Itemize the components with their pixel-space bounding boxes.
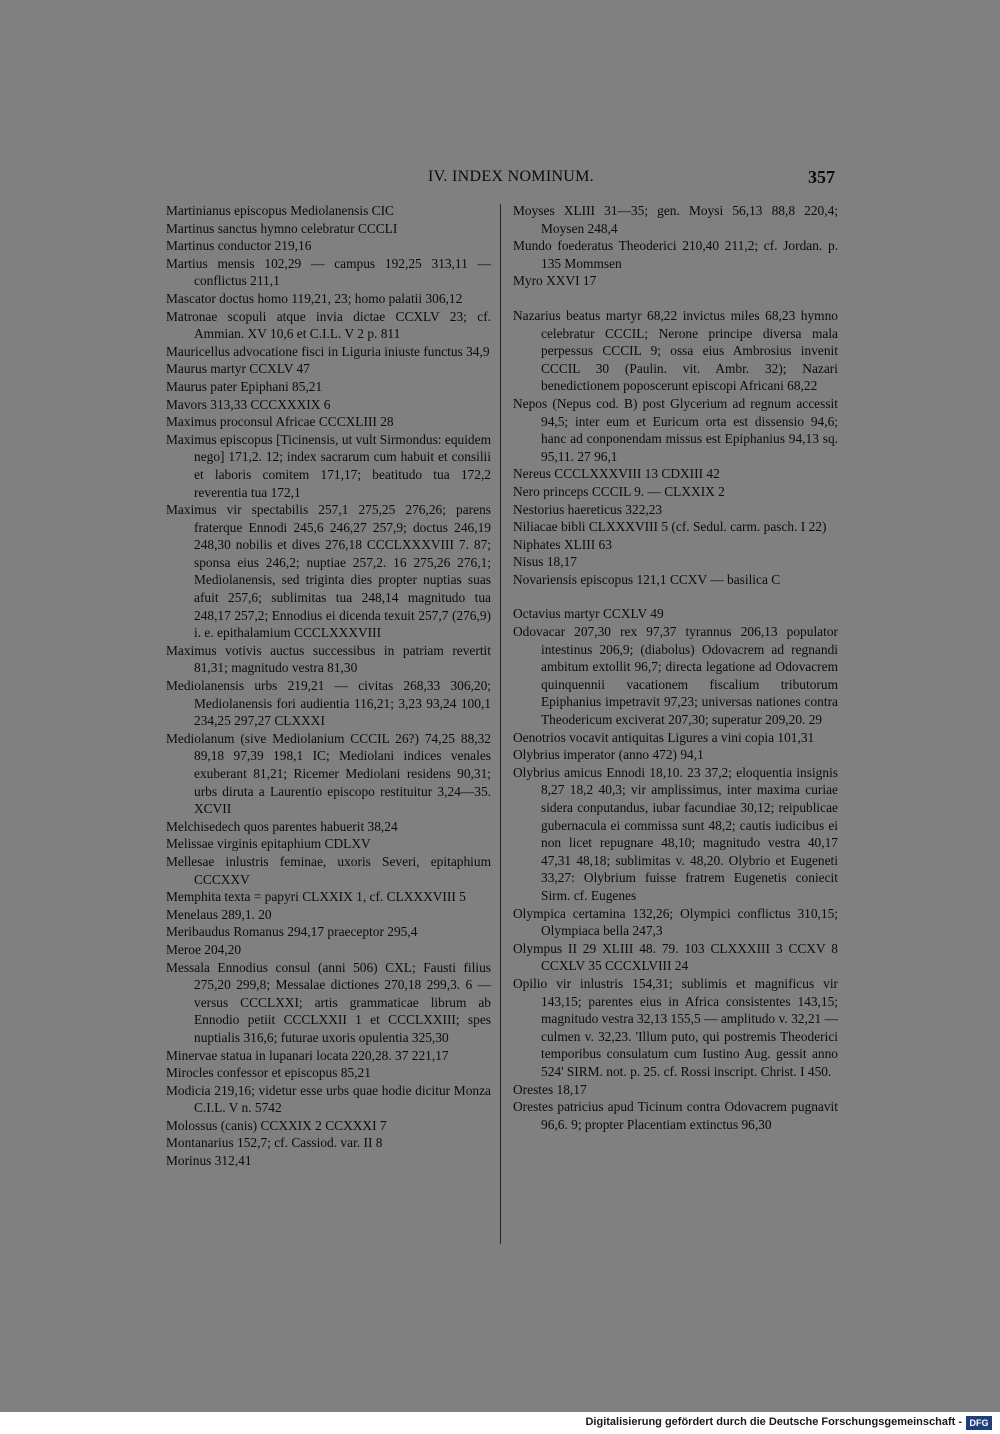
column-divider: [500, 204, 501, 1244]
index-entry: Mavors 313,33 CCCXXXIX 6: [166, 396, 331, 412]
index-entry: Olybrius imperator (anno 472) 94,1: [513, 747, 704, 763]
index-entry: Nisus 18,17: [513, 554, 577, 570]
index-entry: Niliacae bibli CLXXXVIII 5 (cf. Sedul. carm. pasch. I 22): [513, 519, 827, 535]
index-entry: Nestorius haereticus 322,23: [513, 501, 663, 517]
index-entry: Melchisedech quos parentes habuerit 38,24: [166, 818, 398, 834]
index-entry: Nazarius beatus martyr 68,22 invictus miles 68,23 hymno celebratur CCCIL; Nerone principe diversa mala perpessus CCCIL 9; ossa eius Ambrosius invenit CCCIL 30 (Paulin. vit. Ambr. 32); Nazari benedictionem poposcerunt episcopi Africani 68,22: [513, 307, 838, 394]
index-entry: Matronae scopuli atque invia dictae CCXLV 23; cf. Ammian. XV 10,6 et C.I.L. V 2 p. 811: [166, 308, 491, 342]
index-entry: Maximus votivis auctus successibus in patriam revertit 81,31; magnitudo vestra 81,30: [166, 642, 491, 676]
funding-notice: Digitalisierung gefördert durch die Deutsche Forschungsgemeinschaft -: [585, 1416, 962, 1428]
index-column-left: [166, 202, 491, 1170]
index-entry: Octavius martyr CCXLV 49: [513, 606, 664, 622]
index-entry: Mediolanensis urbs 219,21 — civitas 268,33 306,20; Mediolanensis fori audientia 116,21; 3,23 93,24 100,1 234,25 297,27 CLXXXI: [166, 678, 491, 729]
index-entry: Orestes patricius apud Ticinum contra Odovacrem pugnavit 96,6. 9; propter Placentiam extinctus 96,30: [513, 1099, 838, 1132]
index-entry: Odovacar 207,30 rex 97,37 tyrannus 206,13 populator intestinus 206,9; (diabolus) Odovacrem ad regnandi ambitum extollit 96,7; directa legatione ad Odovacrem quinquennii vacationem fiscalium tributorum Epiphanius impetravit 97,23; universas nationes contra Theodericum exciverat 207,30; superatur 209,20. 29: [513, 624, 838, 728]
index-entry: Moyses XLIII 31—35; gen. Moysi 56,13 88,8 220,4; Moysen 248,4: [513, 203, 838, 236]
index-entry: Maximus episcopus [Ticinensis, ut vult Sirmondus: equidem nego] 171,2. 12; index sacrarum cum habuit et consilii et laboris comitem 171,17; beatitudo tua 172,2 reverentia tua 172,1: [166, 431, 491, 500]
index-entry: Nereus CCCLXXXVIII 13 CDXIII 42: [513, 466, 720, 482]
index-entry: Menelaus 289,1. 20: [166, 906, 272, 922]
index-entry: Olybrius amicus Ennodi 18,10. 23 37,2; eloquentia insignis 8,27 18,2 40,3; vir amplissimus, inter maxima curiae sidera conputandus, iubar facundiae 30,12; reipublicae gubernacula ei commissa sunt 48,2; cautis iudicibus ei non licet repugnare 48,10; magnitudo vestra 40,17 47,31 48,18; sublimitas v. 48,20. Olybrio et Eugeneti 33,27: Olybrium fuisse fratrem Eugenetis coniecit Sirm. cf. Eugenes: [513, 764, 838, 903]
index-entry: Myro XXVI 17: [513, 273, 597, 289]
dfg-logo: DFG: [966, 1416, 992, 1430]
index-entry: Modicia 219,16; videtur esse urbs quae hodie dicitur Monza C.I.L. V n. 5742: [166, 1082, 491, 1116]
index-entry: Mauricellus advocatione fisci in Liguria iniuste functus 34,9: [166, 343, 490, 359]
index-entry: Meroe 204,20: [166, 941, 242, 957]
index-entry: Oenotrios vocavit antiquitas Ligures a vini copia 101,31: [513, 729, 815, 745]
index-entry: Maurus martyr CCXLV 47: [166, 361, 310, 377]
index-entry: Morinus 312,41: [166, 1153, 252, 1169]
index-entry: Martinianus episcopus Mediolanensis CIC: [166, 203, 394, 218]
index-entry: Orestes 18,17: [513, 1081, 587, 1097]
index-entry: Nepos (Nepus cod. B) post Glycerium ad regnum accessit 94,5; inter eum et Euricum orta est dissensio 94,6; hanc ad conponendam missus est Epiphanius 94,13 sq. 95,11. 27 96,1: [513, 395, 838, 464]
index-entry: Montanarius 152,7; cf. Cassiod. var. II 8: [166, 1135, 383, 1151]
index-entry: Mascator doctus homo 119,21, 23; homo palatii 306,12: [166, 290, 463, 306]
footer-bar: [0, 1412, 1000, 1434]
index-entry: Novariensis episcopus 121,1 CCXV — basilica C: [513, 571, 781, 587]
index-entry: Mirocles confessor et episcopus 85,21: [166, 1065, 371, 1081]
index-entry: Meribaudus Romanus 294,17 praeceptor 295,4: [166, 924, 418, 940]
page-number: 357: [808, 167, 835, 187]
index-entry: Maurus pater Epiphani 85,21: [166, 378, 323, 394]
index-entry: Martinus conductor 219,16: [166, 238, 312, 254]
index-entry: Martius mensis 102,29 — campus 192,25 313,11 — conflictus 211,1: [166, 255, 491, 289]
index-entry: Mundo foederatus Theoderici 210,40 211,2; cf. Jordan. p. 135 Mommsen: [513, 238, 838, 271]
index-entry: Maximus proconsul Africae CCCXLIII 28: [166, 414, 394, 430]
index-entry: Martinus sanctus hymno celebratur CCCLI: [166, 220, 398, 236]
index-entry: Memphita texta = papyri CLXXIX 1, cf. CLXXXVIII 5: [166, 889, 466, 905]
index-entry: Molossus (canis) CCXXIX 2 CCXXXI 7: [166, 1117, 387, 1133]
index-entry: Olympica certamina 132,26; Olympici conflictus 310,15; Olympiaca bella 247,3: [513, 905, 838, 939]
index-entry: Messala Ennodius consul (anni 506) CXL; Fausti filius 275,20 299,8; Messalae dictiones 270,18 299,3. 6 — versus CCCLXXI; artis grammaticae librum ab Ennodio petiit CCCLXXII 1 et CCCLXXIII; spes nuptialis 316,6; futurae uxoris opulentia 325,30: [166, 959, 491, 1045]
running-head: IV. INDEX NOMINUM.: [428, 168, 594, 185]
index-entry: Nero princeps CCCIL 9. — CLXXIX 2: [513, 483, 725, 499]
index-entry: Minervae statua in lupanari locata 220,28. 37 221,17: [166, 1047, 449, 1063]
index-entry: Mellesae inlustris feminae, uxoris Severi, epitaphium CCCXXV: [166, 853, 491, 887]
index-entry: Opilio vir inlustris 154,31; sublimis et magnificus vir 143,15; parentes eius in Africa consistentes 143,15; magnitudo vestra 32,13 155,5 — amplitudo v. 32,21 — culmen v. 32,23. 'Illum puto, qui postremis Theoderici temporibus consulatum cum Iustino Aug. gessit anno 524' SIRM. not. p. 25. cf. Rossi inscript. Christ. I 450.: [513, 975, 838, 1079]
index-entry: Olympus II 29 XLIII 48. 79. 103 CLXXXIII 3 CCXV 8 CCXLV 35 CCCXLVIII 24: [513, 940, 838, 974]
index-entry: Niphates XLIII 63: [513, 536, 612, 552]
index-entry: Maximus vir spectabilis 257,1 275,25 276,26; parens fraterque Ennodi 245,6 246,27 257,9; doctus 246,19 248,30 nobilis et dives 276,18 CCCLXXXVIII 7. 87; sponsa eius 246,2; nuptiae 257,2. 16 275,26 276,1; Mediolanensis, sed triginta dies propter nuptias suas afuit 257,6; sublimitas tua 248,14 magnitudo tua 248,17 257,2; Ennodius ei dicenda texuit 257,7 (276,9) i. e. epithalamium CCCLXXXVIII: [166, 502, 491, 641]
index-entry: Melissae virginis epitaphium CDLXV: [166, 836, 371, 852]
index-column-right: [513, 202, 838, 1133]
index-entry: Mediolanum (sive Mediolanium CCCIL 26?) 74,25 88,32 89,18 97,39 198,1 IC; Mediolani indices venales exuberant 81,21; Ricemer Mediolani residens 90,31; urbs diruta a Laurentio episcopo restituitur 3,24—35. XCVII: [166, 730, 491, 817]
